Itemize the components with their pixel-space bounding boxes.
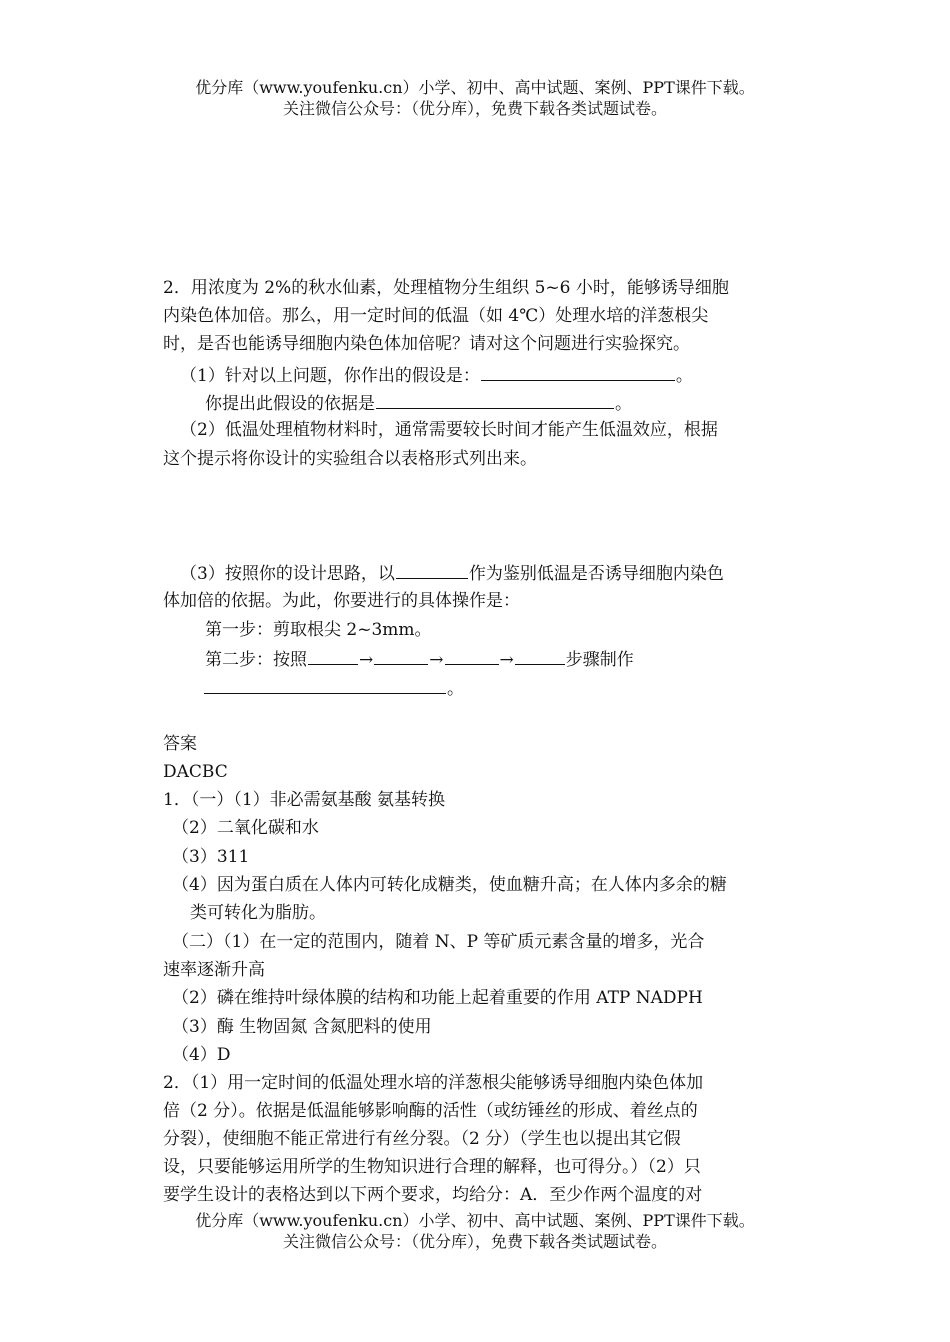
step-1: 第一步：剪取根尖 2~3mm。 [205, 620, 432, 640]
header-line-1: 优分库（www.youfenku.cn）小学、初中、高中试题、案例、PPT课件下载。 [195, 78, 755, 97]
answer-1-3: （3）311 [172, 847, 250, 867]
arrow: → [359, 650, 374, 670]
header-line-2: 关注微信公众号：（优分库），免费下载各类试题试卷。 [282, 99, 667, 118]
footer-line-1: 优分库（www.youfenku.cn）小学、初中、高中试题、案例、PPT课件下载。 [195, 1211, 755, 1230]
step-2-prefix: 第二步：按照 [205, 650, 307, 670]
q2-intro-line-1: 2．用浓度为 2%的秋水仙素，处理植物分生组织 5~6 小时，能够诱导细胞 [163, 278, 729, 298]
step-2-continuation [203, 675, 464, 701]
q2-part3-prompt-b: 作为鉴别低温是否诱导细胞内染色 [468, 564, 724, 584]
answer-b-2: （2）磷在维持叶绿体膜的结构和功能上起着重要的作用 ATP NADPH [172, 988, 703, 1008]
period: 。 [447, 679, 464, 699]
q2-basis-line [205, 390, 632, 416]
answer-2-line-1: 2．（1）用一定时间的低温处理水培的洋葱根尖能够诱导细胞内染色体加 [163, 1073, 704, 1093]
q2-intro-line-3: 时，是否也能诱导细胞内染色体加倍呢？请对这个问题进行实验探究。 [163, 334, 690, 354]
answer-1-4a: （4）因为蛋白质在人体内可转化成糖类，使血糖升高；在人体内多余的糖 [172, 875, 727, 895]
answer-b-1b: 速率逐渐升高 [163, 960, 265, 980]
q2-part3-prompt-a: （3）按照你的设计思路，以 [180, 564, 395, 584]
period: 。 [615, 394, 632, 414]
answer-b-1a: （二）（1）在一定的范围内，随着 N、P 等矿质元素含量的增多，光合 [172, 932, 705, 952]
q2-part3-line-2: 体加倍的依据。为此，你要进行的具体操作是： [163, 591, 520, 611]
answer-2-line-2: 倍（2 分）。依据是低温能够影响酶的活性（或纺锤丝的形成、着丝点的 [163, 1101, 698, 1121]
answers-choice: DACBC [163, 762, 228, 782]
hypothesis-blank [481, 362, 675, 381]
q2-intro-line-2: 内染色体加倍。那么，用一定时间的低温（如 4℃）处理水培的洋葱根尖 [163, 306, 709, 326]
product-blank [204, 675, 446, 694]
answer-2-line-3: 分裂），使细胞不能正常进行有丝分裂。（2 分）（学生也以提出其它假 [163, 1129, 681, 1149]
q2-part2-line-1: （2）低温处理植物材料时，通常需要较长时间才能产生低温效应，根据 [180, 420, 718, 440]
step-2 [205, 646, 634, 672]
answer-2-line-5: 要学生设计的表格达到以下两个要求，均给分：A．至少作两个温度的对 [163, 1185, 703, 1205]
answer-1-2: （2）二氧化碳和水 [172, 818, 319, 838]
q2-basis-prompt: 你提出此假设的依据是 [205, 394, 375, 414]
step-blank-2 [374, 646, 428, 665]
answer-1-head: 1．（一）（1）非必需氨基酸 氨基转换 [163, 790, 446, 810]
step-blank-3 [445, 646, 499, 665]
step-blank-4 [515, 646, 565, 665]
footer-line-2: 关注微信公众号：（优分库），免费下载各类试题试卷。 [282, 1232, 667, 1251]
answer-2-line-4: 设，只要能够运用所学的生物知识进行合理的解释，也可得分。）（2）只 [163, 1157, 701, 1177]
arrow: → [499, 650, 514, 670]
step-blank-1 [308, 646, 358, 665]
answers-title: 答案 [163, 734, 197, 754]
basis-blank [376, 390, 614, 409]
criterion-blank [396, 560, 468, 579]
period: 。 [675, 366, 693, 386]
q2-part3-line-1 [180, 560, 724, 586]
answer-b-4: （4）D [172, 1045, 231, 1065]
q2-hypothesis-prompt: （1）针对以上问题，你作出的假设是： [180, 366, 480, 386]
q2-hypothesis-line [180, 362, 693, 388]
step-2-suffix: 步骤制作 [565, 650, 634, 670]
answer-b-3: （3）酶 生物固氮 含氮肥料的使用 [172, 1017, 432, 1037]
arrow: → [429, 650, 444, 670]
q2-part2-line-2: 这个提示将你设计的实验组合以表格形式列出来。 [163, 449, 537, 469]
answer-1-4b: 类可转化为脂肪。 [190, 903, 326, 923]
